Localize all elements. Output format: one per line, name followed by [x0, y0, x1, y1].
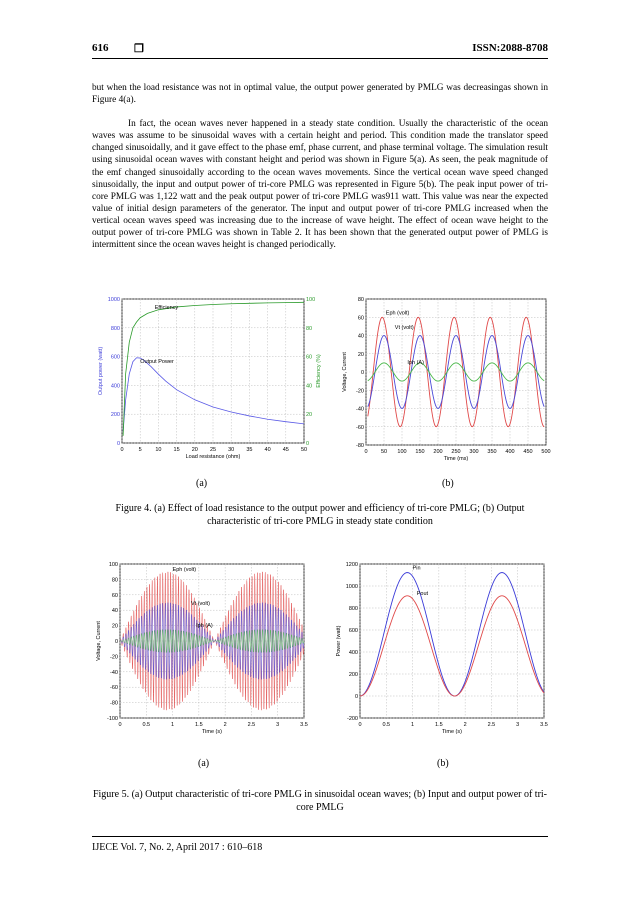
y-tick-label: 800 — [348, 606, 358, 612]
y-tick-label: 600 — [110, 354, 120, 361]
x-tick-label: 2.5 — [247, 722, 256, 728]
y-tick-label: 20 — [111, 623, 118, 630]
series-label-iph: Iph (A) — [407, 359, 424, 366]
y-tick-label: -100 — [106, 716, 118, 722]
x-axis-label: Time (ms) — [443, 456, 469, 462]
y-tick-label: 200 — [110, 412, 120, 419]
x-tick-label: 30 — [228, 447, 235, 453]
y-tick-label: -20 — [110, 654, 118, 661]
x-tick-label: 10 — [155, 447, 162, 453]
y-axis-label: Voltage, Current — [96, 621, 102, 661]
y-tick-label: 0 — [116, 441, 120, 447]
header-rule — [92, 58, 548, 59]
y-tick-label: -80 — [110, 700, 118, 707]
x-tick-label: 250 — [451, 449, 461, 455]
y-tick-label: -200 — [346, 716, 358, 722]
y-tick-label: -40 — [110, 669, 118, 676]
x-tick-label: 100 — [397, 449, 407, 455]
y-tick-label: -20 — [356, 388, 364, 395]
x-tick-label: 3.5 — [300, 722, 308, 728]
paragraph: In fact, the ocean waves never happened in a steady state condition. Usually the characteristic of the ocean waves was assume to be sinusoidal waves with a certain height and period. This condition made the translator speed changed sinusoidally, and it gave effect to the phase emf, phase current, and phase terminal voltage. The simulation result using sinusoidal ocean waves with constant height and period was shown in Figure 5(a). As seen, the peak magnitude of the emf changed sinusoidally according to the ocean waves movements. Since the vertical ocean wave speed changed sinusoidally, the input and output power of tri-core PMLG was represented in Figure 5(b). The peak input power of tri-core PMLG was 1,122 watt and the peak output power of tri-core PMLG was911 watt. This value was near the expected value of initial design parameters of the generator. The input and output power of tri-core PMLG increased when the vertical ocean waves speed was increasing due to the increase of wave height. The effect of ocean wave height to the output power of tri-core PMLG was shown in Table 2. It has been shown that the generated output power of PMLG is intermittent since the ocean waves height is changed periodically. — [92, 119, 548, 251]
x-tick-label: 0 — [120, 447, 124, 453]
y-tick-label: 800 — [110, 325, 120, 332]
y-tick-label: 60 — [357, 315, 364, 322]
x-tick-label: 1.5 — [195, 722, 203, 728]
page-number: 616 — [92, 42, 109, 54]
x-tick-label: 400 — [505, 449, 515, 455]
y-tick-label: 1000 — [107, 297, 120, 303]
series-label-vt: Vt (volt) — [190, 600, 210, 607]
x-tick-label: 200 — [433, 449, 443, 455]
series-label-output-power: Output Power — [140, 358, 174, 365]
y-tick-label: 0 — [114, 639, 118, 645]
figure-4a-label: (a) — [196, 478, 208, 489]
y-axis-label: Output power (watt) — [98, 346, 104, 396]
x-tick-label: 1.5 — [435, 722, 443, 728]
x-tick-label: 15 — [173, 447, 180, 453]
x-tick-label: 2 — [463, 722, 467, 728]
figure-5-caption: Figure 5. (a) Output characteristic of tri-core PMLG in sinusoidal ocean waves; (b) Input and output power of tri-core PMLG — [92, 789, 548, 813]
y-tick-label: -60 — [356, 424, 364, 431]
y-tick-label: 200 — [348, 672, 358, 678]
y-tick-label: -40 — [356, 406, 364, 413]
x-tick-label: 150 — [415, 449, 425, 455]
x-tick-label: 0 — [118, 722, 122, 728]
x-axis-label: Time (s) — [202, 729, 222, 735]
y-right-axis-label: Efficiency (%) — [316, 354, 322, 388]
y-tick-label: 0 — [354, 694, 358, 700]
figure-5a-chart — [92, 560, 317, 738]
y-tick-label: 0 — [360, 370, 364, 376]
x-tick-label: 50 — [380, 449, 388, 455]
y-tick-label: 20 — [357, 351, 364, 358]
x-tick-label: 2.5 — [487, 722, 496, 728]
body-text — [92, 82, 548, 263]
footer-rule — [92, 836, 548, 837]
y-right-tick-label: 80 — [306, 325, 313, 332]
figure-5b-label: (b) — [437, 758, 449, 769]
figure-4b-label: (b) — [442, 478, 454, 489]
y-axis-label: Voltage, Current — [342, 352, 348, 392]
x-tick-label: 500 — [541, 449, 551, 455]
x-tick-label: 3.5 — [540, 722, 548, 728]
y-tick-label: 400 — [110, 383, 120, 390]
series-label-efficiency: Efficiency — [154, 304, 179, 311]
x-tick-label: 3 — [276, 722, 280, 728]
y-tick-label: 40 — [111, 608, 118, 615]
x-tick-label: 1 — [411, 722, 415, 728]
x-tick-label: 20 — [191, 447, 198, 453]
x-tick-label: 0 — [364, 449, 368, 455]
y-tick-label: 100 — [108, 562, 118, 568]
x-tick-label: 50 — [300, 447, 308, 453]
y-tick-label: 1000 — [345, 584, 358, 590]
y-right-tick-label: 40 — [306, 383, 313, 390]
x-tick-label: 40 — [264, 447, 271, 453]
x-tick-label: 45 — [282, 447, 289, 453]
figure-5b-chart — [330, 560, 555, 738]
y-tick-label: 400 — [348, 650, 358, 656]
series-label-vt: Vt (volt) — [394, 325, 414, 332]
y-axis-label: Power (watt) — [336, 625, 342, 657]
x-tick-label: 1 — [171, 722, 175, 728]
x-tick-label: 2 — [223, 722, 227, 728]
y-tick-label: 80 — [357, 297, 364, 303]
x-tick-label: 25 — [209, 447, 217, 453]
y-right-tick-label: 60 — [306, 354, 313, 361]
footer: IJECE Vol. 7, No. 2, April 2017 : 610–618 — [92, 842, 263, 853]
x-axis-label: Time (s) — [442, 729, 462, 735]
y-tick-label: 40 — [357, 333, 364, 340]
series-label-pout: Pout — [416, 590, 429, 597]
x-axis-label: Load resistance (ohm) — [185, 454, 241, 460]
box-icon: ❒ — [134, 43, 144, 55]
y-right-tick-label: 100 — [306, 297, 316, 303]
x-tick-label: 35 — [246, 447, 253, 453]
figure-5a-label: (a) — [198, 758, 210, 769]
x-tick-label: 450 — [523, 449, 533, 455]
x-tick-label: 0 — [358, 722, 362, 728]
series-label-eph: Eph (volt) — [172, 566, 197, 573]
y-tick-label: 600 — [348, 628, 358, 634]
y-tick-label: 1200 — [345, 562, 358, 568]
paragraph: but when the load resistance was not in optimal value, the output power generated by PMLG was decreasingas shown in Figure 4(a). — [92, 83, 548, 106]
y-tick-label: -60 — [110, 685, 118, 692]
x-tick-label: 0.5 — [142, 722, 151, 728]
y-tick-label: 80 — [111, 577, 118, 584]
series-label-pin: Pin — [412, 565, 421, 572]
figure-4a-chart — [92, 293, 322, 463]
x-tick-label: 3 — [516, 722, 520, 728]
y-right-tick-label: 0 — [306, 441, 310, 447]
figure-4b-chart — [338, 293, 558, 463]
x-tick-label: 5 — [138, 447, 142, 453]
figure-4-caption: Figure 4. (a) Effect of load resistance to the output power and efficiency of tri-core PMLG; (b) Output characteristic of tri-core PMLG in steady state condition — [115, 503, 525, 527]
series-label-eph: Eph (volt) — [385, 310, 410, 317]
issn: ISSN:2088-8708 — [472, 42, 548, 54]
x-tick-label: 0.5 — [382, 722, 391, 728]
x-tick-label: 350 — [487, 449, 497, 455]
x-tick-label: 300 — [469, 449, 479, 455]
y-right-tick-label: 20 — [306, 412, 313, 419]
y-tick-label: 60 — [111, 592, 118, 599]
page-header — [92, 42, 548, 62]
y-tick-label: -80 — [356, 443, 364, 449]
series-label-iph: Iph (A) — [196, 623, 213, 630]
